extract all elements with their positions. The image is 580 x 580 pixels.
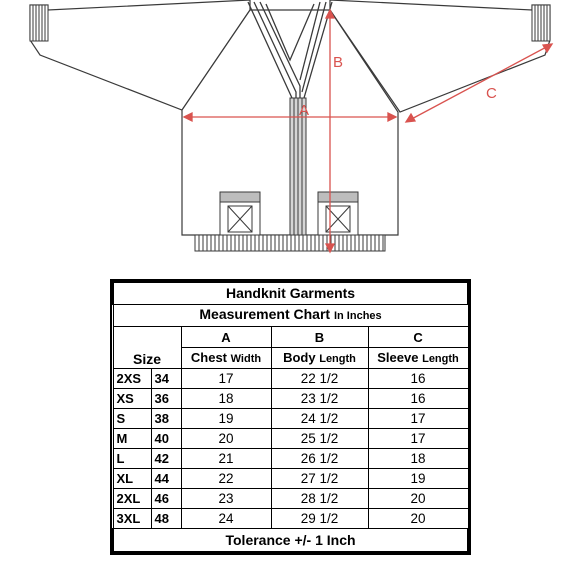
table-row [113, 389, 468, 409]
sleeve-length-value: 18 [368, 449, 468, 469]
table-row [113, 449, 468, 469]
sleeve-length-value: 20 [368, 509, 468, 529]
pocket-right [318, 192, 358, 236]
body-length-value: 27 1/2 [271, 469, 368, 489]
chest-width-value: 22 [181, 469, 271, 489]
chest-width-value: 24 [181, 509, 271, 529]
size-code: L [113, 449, 151, 469]
sleeve-length-value: 17 [368, 429, 468, 449]
tolerance-note: Tolerance +/- 1 Inch [113, 529, 468, 553]
size-number: 48 [151, 509, 181, 529]
chest-width-value: 20 [181, 429, 271, 449]
chart-subtitle-units: In Inches [333, 310, 382, 322]
body-length-value: 28 1/2 [271, 489, 368, 509]
size-number: 40 [151, 429, 181, 449]
sleeve-length-value: 16 [368, 369, 468, 389]
chest-width-value: 18 [181, 389, 271, 409]
body-length-value: 26 1/2 [271, 449, 368, 469]
table-row [113, 409, 468, 429]
size-code: 3XL [113, 509, 151, 529]
table-row [113, 509, 468, 529]
body-length-value: 29 1/2 [271, 509, 368, 529]
chest-width-header: Chest Width [181, 348, 271, 369]
size-code: 2XS [113, 369, 151, 389]
table-row [113, 489, 468, 509]
hem-ribbing [195, 235, 385, 251]
size-number: 34 [151, 369, 181, 389]
col-letter-c: C [368, 327, 468, 348]
size-number: 36 [151, 389, 181, 409]
sleeve-length-value: 20 [368, 489, 468, 509]
cuff-left [30, 5, 48, 41]
dimension-a-label: A [299, 102, 310, 119]
chart-title: Handknit Garments [113, 282, 468, 305]
size-code: XS [113, 389, 151, 409]
chest-width-value: 17 [181, 369, 271, 389]
size-number: 38 [151, 409, 181, 429]
body-length-header: Body Length [271, 348, 368, 369]
size-header: Size [113, 327, 181, 369]
size-number: 46 [151, 489, 181, 509]
cuff-right [532, 5, 550, 41]
sleeve-length-value: 19 [368, 469, 468, 489]
size-code: M [113, 429, 151, 449]
chart-subtitle-main: Measurement Chart [199, 306, 331, 322]
size-code: S [113, 409, 151, 429]
pocket-left [220, 192, 260, 236]
size-number: 42 [151, 449, 181, 469]
sleeve-length-header: Sleeve Length [368, 348, 468, 369]
dimension-c-label: C [486, 85, 497, 102]
chart-subtitle [113, 305, 468, 327]
body-length-value: 24 1/2 [271, 409, 368, 429]
body-length-value: 23 1/2 [271, 389, 368, 409]
chest-width-value: 21 [181, 449, 271, 469]
chest-width-value: 19 [181, 409, 271, 429]
sleeve-length-value: 17 [368, 409, 468, 429]
size-code: XL [113, 469, 151, 489]
dimension-b-label: B [333, 54, 344, 71]
col-letter-a: A [181, 327, 271, 348]
table-row [113, 429, 468, 449]
size-number: 44 [151, 469, 181, 489]
measurement-chart [112, 281, 469, 553]
body-length-value: 22 1/2 [271, 369, 368, 389]
cardigan-front-diagram [0, 0, 580, 270]
sleeve-length-value: 16 [368, 389, 468, 409]
table-row [113, 469, 468, 489]
table-row [113, 369, 468, 389]
body-length-value: 25 1/2 [271, 429, 368, 449]
chest-width-value: 23 [181, 489, 271, 509]
col-letter-b: B [271, 327, 368, 348]
size-code: 2XL [113, 489, 151, 509]
